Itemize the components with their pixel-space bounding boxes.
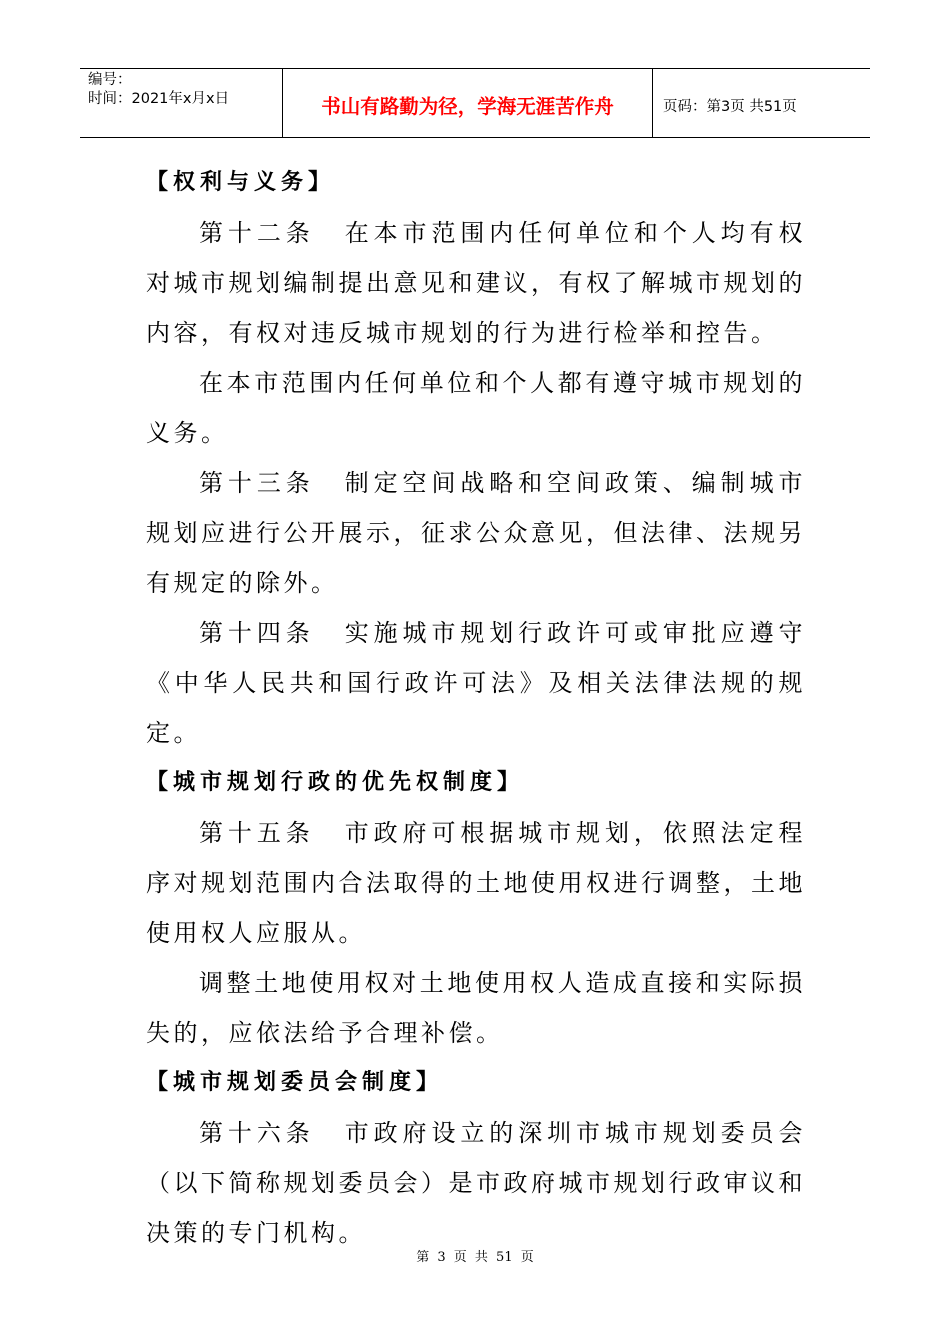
article-paragraph xyxy=(146,958,806,1058)
article-paragraph xyxy=(146,458,806,608)
article-text: 在本市范围内任何单位和个人均有权对城市规划编制提出意见和建议，有权了解城市规划的内容，有权对违反城市规划的行为进行检举和控告。 xyxy=(146,219,807,347)
article-number: 第十六条 xyxy=(199,1119,315,1147)
article-paragraph xyxy=(146,1108,806,1258)
article-text: 在本市范围内任何单位和个人都有遵守城市规划的义务。 xyxy=(146,369,806,447)
article-text: 市政府设立的深圳市城市规划委员会（以下简称规划委员会）是市政府城市规划行政审议和决策的专门机构。 xyxy=(146,1119,807,1247)
article-paragraph xyxy=(146,208,806,358)
article-text: 市政府可根据城市规划，依照法定程序对规划范围内合法取得的土地使用权进行调整，土地使用权人应服从。 xyxy=(146,819,807,947)
serial-label: 编号： xyxy=(88,72,132,88)
document-body xyxy=(146,158,806,1258)
time-label: 时间：2021年x月x日 xyxy=(88,91,230,107)
section-heading-committee: 【城市规划委员会制度】 xyxy=(146,1070,444,1095)
article-paragraph xyxy=(146,808,806,958)
article-text: 实施城市规划行政许可或审批应遵守《中华人民共和国行政许可法》及相关法律法规的规定。 xyxy=(146,619,807,747)
article-number: 第十三条 xyxy=(199,469,315,497)
section-heading-rights: 【权利与义务】 xyxy=(146,170,336,195)
article-text: 制定空间战略和空间政策、编制城市规划应进行公开展示，征求公众意见，但法律、法规另有规定的除外。 xyxy=(146,469,807,597)
article-number: 第十四条 xyxy=(199,619,315,647)
section-heading-priority: 【城市规划行政的优先权制度】 xyxy=(146,770,525,795)
page-footer: 第 3 页 共 51 页 xyxy=(416,1250,534,1265)
article-number: 第十二条 xyxy=(199,219,315,247)
article-text: 调整土地使用权对土地使用权人造成直接和实际损失的，应依法给予合理补偿。 xyxy=(146,969,806,1047)
page-header xyxy=(80,68,870,138)
header-meta xyxy=(80,69,283,137)
header-page-info: 页码：第3页 共51页 xyxy=(663,98,797,115)
header-motto: 书山有路勤为径，学海无涯苦作舟 xyxy=(283,69,653,137)
article-paragraph xyxy=(146,358,806,458)
article-number: 第十五条 xyxy=(199,819,315,847)
article-paragraph xyxy=(146,608,806,758)
